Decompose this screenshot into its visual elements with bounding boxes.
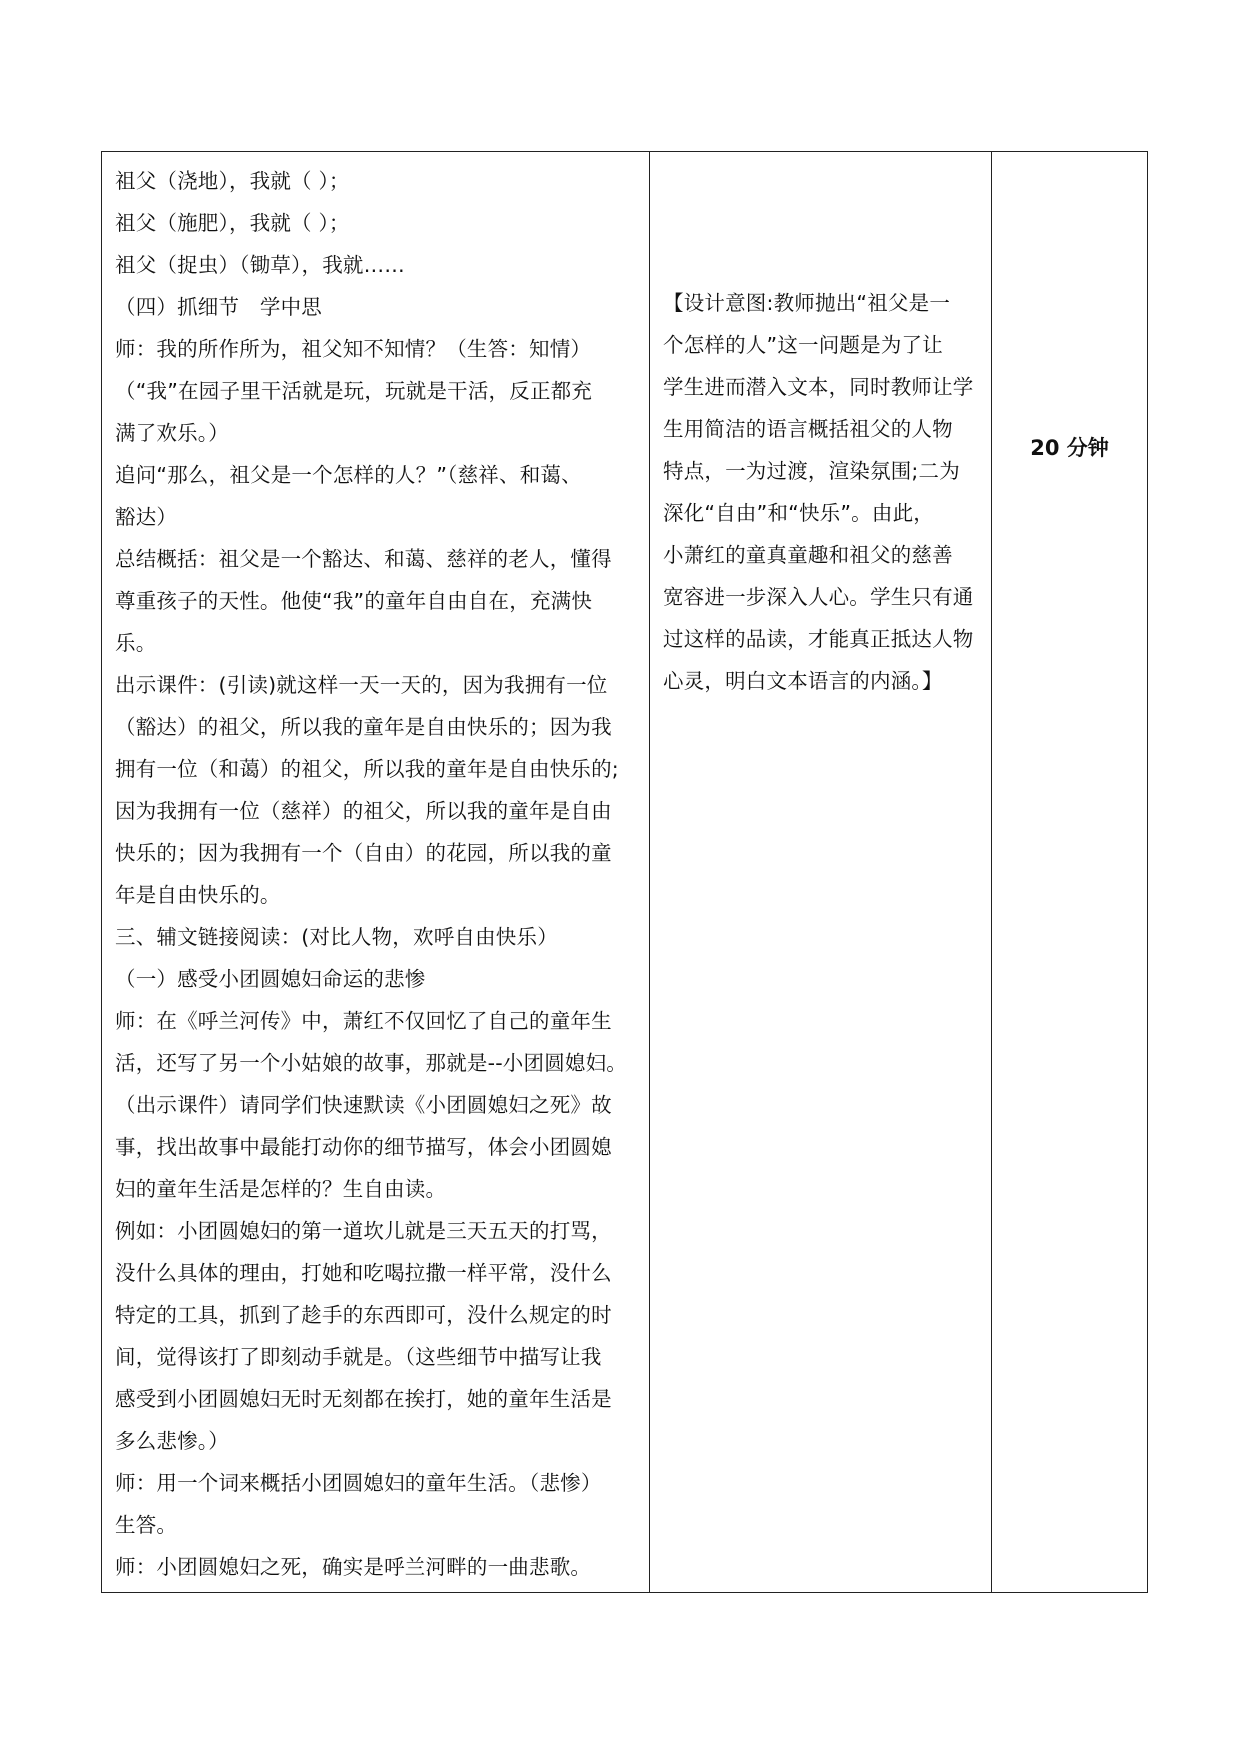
text-line: （“我”在园子里干活就是玩，玩就是干活，反正都充 — [115, 379, 593, 403]
intent-line: 【设计意图:教师抛出“祖父是一 — [663, 291, 951, 315]
text-line: 师：小团圆媳妇之死，确实是呼兰河畔的一曲悲歌。 — [115, 1555, 592, 1579]
design-intent-text — [663, 282, 982, 702]
text-line: （一）感受小团圆媳妇命运的悲惨 — [115, 967, 426, 991]
intent-line: 过这样的品读，才能真正抵达人物 — [663, 627, 974, 651]
intent-line: 学生进而潜入文本，同时教师让学 — [663, 375, 974, 399]
text-line: 生答。 — [115, 1513, 178, 1537]
intent-line: 宽容进一步深入人心。学生只有通 — [663, 585, 974, 609]
text-line: （四）抓细节 学中思 — [115, 295, 322, 319]
text-line: 活，还写了另一个小姑娘的故事，那就是--小团圆媳妇。 — [115, 1051, 627, 1075]
text-line: 豁达） — [115, 505, 178, 529]
intent-line: 心灵，明白文本语言的内涵。】 — [663, 669, 943, 693]
text-line: （出示课件）请同学们快速默读《小团圆媳妇之死》故 — [115, 1093, 612, 1117]
text-line: 师：在《呼兰河传》中，萧红不仅回忆了自己的童年生 — [115, 1009, 612, 1033]
intent-line: 小萧红的童真童趣和祖父的慈善 — [663, 543, 953, 567]
text-line: 出示课件：(引读)就这样一天一天的，因为我拥有一位 — [115, 673, 608, 697]
text-line: 总结概括：祖父是一个豁达、和蔼、慈祥的老人，懂得 — [115, 547, 612, 571]
text-line: 多么悲惨。） — [115, 1429, 229, 1453]
text-line: 特定的工具，抓到了趁手的东西即可，没什么规定的时 — [115, 1303, 612, 1327]
text-line: 祖父（浇地），我就（ ）； — [115, 169, 350, 193]
text-line: 间，觉得该打了即刻动手就是。（这些细节中描写让我 — [115, 1345, 602, 1369]
table-row — [102, 152, 1148, 1593]
text-line: 没什么具体的理由，打她和吃喝拉撒一样平常，没什么 — [115, 1261, 612, 1285]
intent-line: 个怎样的人”这一问题是为了让 — [663, 333, 943, 357]
lesson-plan-table — [101, 151, 1148, 1593]
text-line: 祖父（施肥），我就（ ）； — [115, 211, 350, 235]
text-line: 祖父（捉虫）（锄草），我就…… — [115, 253, 405, 277]
text-line: 追问“那么，祖父是一个怎样的人？”（慈祥、和蔼、 — [115, 463, 582, 487]
text-line: 事，找出故事中最能打动你的细节描写，体会小团圆媳 — [115, 1135, 612, 1159]
time-allocation-cell — [992, 152, 1148, 1593]
text-line: 年是自由快乐的。 — [115, 883, 281, 907]
text-line: 拥有一位（和蔼）的祖父，所以我的童年是自由快乐的; — [115, 757, 619, 781]
intent-line: 特点，一为过渡，渲染氛围;二为 — [663, 459, 960, 483]
teaching-process-text — [115, 160, 639, 1588]
text-line: 尊重孩子的天性。他使“我”的童年自由自在，充满快 — [115, 589, 593, 613]
intent-line: 生用简洁的语言概括祖父的人物 — [663, 417, 953, 441]
text-line: 妇的童年生活是怎样的？生自由读。 — [115, 1177, 447, 1201]
text-line: 因为我拥有一位（慈祥）的祖父，所以我的童年是自由 — [115, 799, 612, 823]
text-line: 感受到小团圆媳妇无时无刻都在挨打，她的童年生活是 — [115, 1387, 612, 1411]
text-line: 师：我的所作所为，祖父知不知情？（生答：知情） — [115, 337, 592, 361]
text-line: 快乐的；因为我拥有一个（自由）的花园，所以我的童 — [115, 841, 612, 865]
text-line: 满了欢乐。） — [115, 421, 229, 445]
text-line: 三、辅文链接阅读：(对比人物，欢呼自由快乐） — [115, 925, 558, 949]
text-line: 例如：小团圆媳妇的第一道坎儿就是三天五天的打骂， — [115, 1219, 612, 1243]
design-intent-cell — [650, 152, 992, 1593]
intent-line: 深化“自由”和“快乐”。由此， — [663, 501, 934, 525]
teaching-process-cell — [102, 152, 650, 1593]
time-allocation: 20 分钟 — [1030, 436, 1109, 460]
text-line: 乐。 — [115, 631, 157, 655]
text-line: （豁达）的祖父，所以我的童年是自由快乐的；因为我 — [115, 715, 612, 739]
text-line: 师：用一个词来概括小团圆媳妇的童年生活。（悲惨） — [115, 1471, 602, 1495]
